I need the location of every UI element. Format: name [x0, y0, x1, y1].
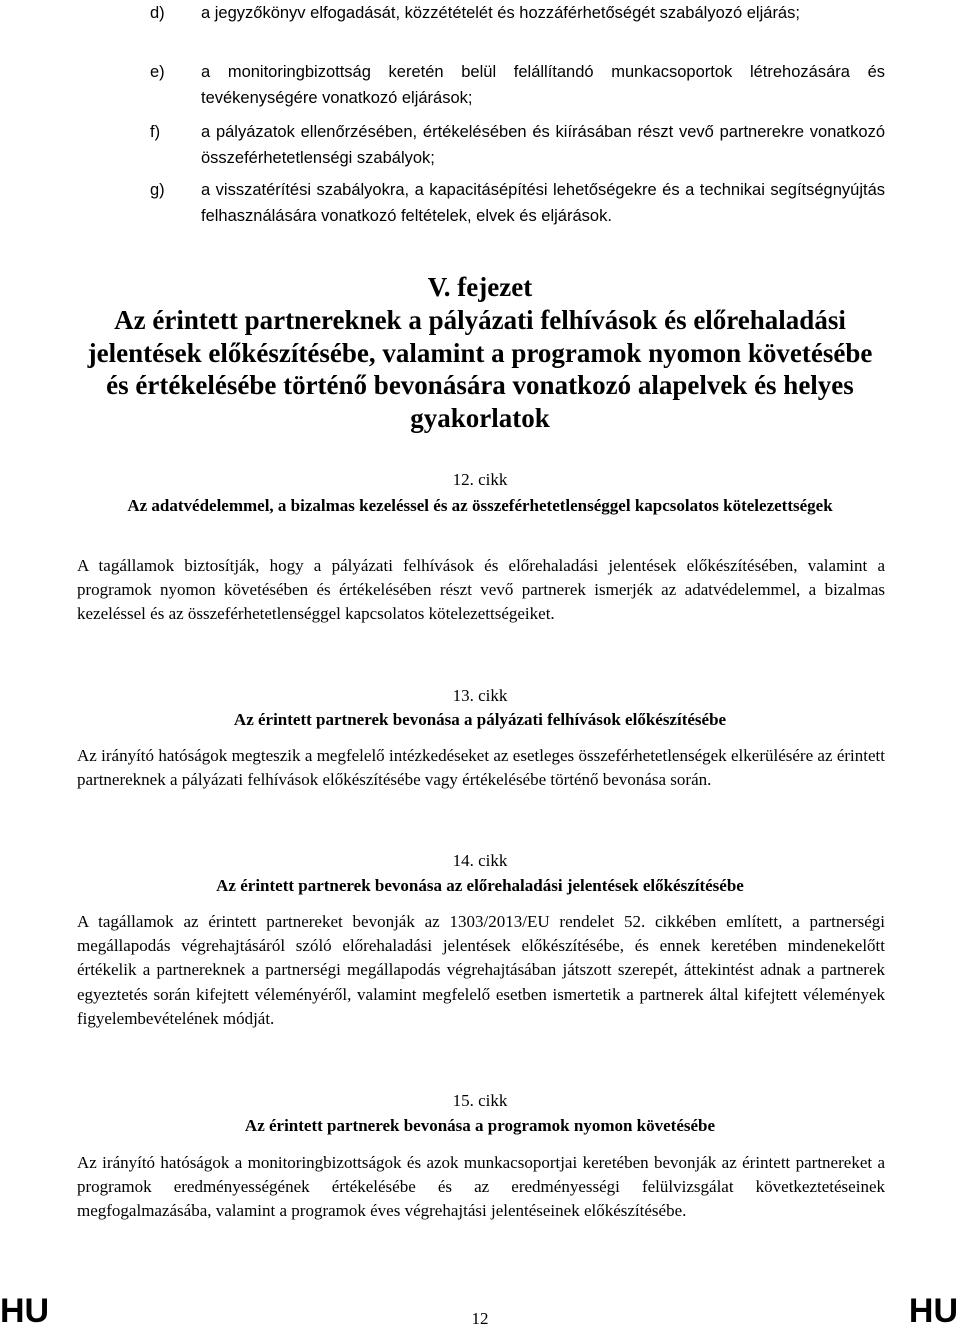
article-title: Az érintett partnerek bevonása az előrehaladási jelentések előkészítésébe — [216, 876, 744, 895]
list-item-text: a visszatérítési szabályokra, a kapacitásépítési lehetőségekre és a technikai segítségnyújtás felhasználására vonatkozó feltételek, elvek és eljárások. — [201, 181, 885, 225]
article-number: 14. cikk — [452, 851, 508, 870]
article-number: 15. cikk — [452, 1091, 508, 1110]
article-body: A tagállamok az érintett partnereket bevonják az 1303/2013/EU rendelet 52. cikkében említett, a partnerségi megállapodás végrehajtásáról szóló előrehaladási jelentések előkészítésébe, és ennek keretében mindenekelőtt értékelik a partnereknek a partnerségi megállapodás végrehajtásában játszott szerepét, áttekintést adnak a partnerek egyeztetés során kifejtett véleményéről, valamint megfelelő esetben ismertetik a partnerek által kifejtett vélemények figyelembevételének módját. — [77, 912, 885, 1028]
list-marker: f) — [150, 123, 161, 141]
list-marker: g) — [150, 181, 165, 199]
article-title: Az érintett partnerek bevonása a programok nyomon követésébe — [244, 1116, 716, 1135]
footer-language-code-right: HU — [908, 1292, 958, 1330]
article-number: 13. cikk — [452, 686, 508, 705]
article-body: A tagállamok biztosítják, hogy a pályázati felhívások és előrehaladási jelentések előkészítésében, valamint a programok nyomon követésében és értékelésében részt vevő partnerek ismerjék az adatvédelemmel, a bizalmas kezeléssel és az összeférhetetlenséggel kapcsolatos kötelezettségeiket. — [77, 556, 885, 624]
list-item-text: a jegyzőkönyv elfogadását, közzétételét és hozzáférhetőségét szabályozó eljárás; — [201, 4, 800, 22]
chapter-title: Az érintett partnereknek a pályázati felhívások és előrehaladási jelentések előkészítésébe, valamint a programok nyomon követésébe és értékelésébe történő bevonására vonatkozó alapelvek és helyes gyakorlatok — [87, 305, 873, 433]
list-marker: e) — [150, 63, 165, 81]
article-body: Az irányító hatóságok a monitoringbizottságok és azok munkacsoportjai keretében bevonják az érintett partnereket a programok eredményességének értékelésébe és az eredményességi felülvizsgálat következtetéseinek megfogalmazásába, valamint a programok éves végrehajtási jelentéseinek előkészítésébe. — [77, 1153, 885, 1221]
chapter-number: V. fejezet — [427, 272, 533, 302]
article-body: Az irányító hatóságok megteszik a megfelelő intézkedéseket az esetleges összeférhetetlenségek elkerülésére az érintett partnereknek a pályázati felhívások előkészítésébe vagy értékelésébe történő bevonása során. — [77, 746, 885, 790]
article-number: 12. cikk — [452, 470, 508, 489]
list-item-text: a monitoringbizottság keretén belül felállítandó munkacsoportok létrehozására és tevékenységére vonatkozó eljárások; — [201, 63, 885, 107]
list-item-text: a pályázatok ellenőrzésében, értékelésében és kiírásában részt vevő partnerekre vonatkozó összeférhetetlenségi szabályok; — [201, 123, 885, 167]
list-marker: d) — [150, 4, 165, 22]
page-number: 12 — [471, 1309, 489, 1328]
article-title: Az adatvédelemmel, a bizalmas kezeléssel és az összeférhetetlenséggel kapcsolatos kötelezettségek — [127, 496, 833, 515]
article-title: Az érintett partnerek bevonása a pályázati felhívások előkészítésébe — [233, 710, 727, 729]
footer-language-code-left: HU — [0, 1292, 50, 1330]
